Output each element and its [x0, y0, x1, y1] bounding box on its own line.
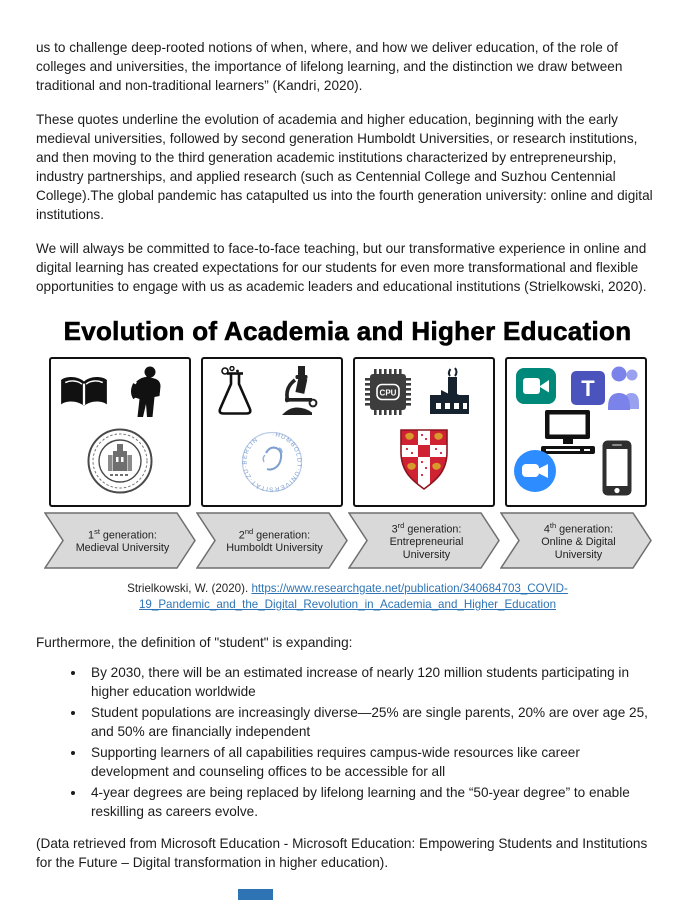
- generation-label-line1: 1st generation:: [88, 526, 157, 542]
- generation-panels-row: [44, 357, 652, 569]
- generation-label-line2: Medieval University: [75, 542, 170, 555]
- svg-text:·HUMBOLDT·UNIVERSITÄT·ZU·BERLI: ·HUMBOLDT·UNIVERSITÄT·ZU·BERLIN: [240, 431, 303, 493]
- generation-label-line2: Online & Digital University: [541, 535, 616, 561]
- flask-icon: [213, 366, 257, 420]
- student-definition-list: [36, 663, 659, 821]
- generation-label-2: [218, 512, 332, 569]
- next-page-blue-fragment: [238, 889, 273, 900]
- svg-text:T: T: [580, 376, 595, 401]
- paragraph-data-source: (Data retrieved from Microsoft Education - Microsoft Education: Empowering Students and Institutions for the Future – Digital transformation in higher education).: [36, 836, 648, 870]
- online-digital-university-box: [505, 357, 647, 507]
- humboldt-seal-icon: [241, 431, 303, 493]
- zoom-icon: [513, 449, 557, 493]
- bologna-seal-icon: [86, 427, 154, 495]
- medieval-university-box: [49, 357, 191, 507]
- generation-label-line2: Entrepreneurial University: [389, 535, 464, 561]
- generation-label-1: [66, 512, 180, 569]
- paragraph-evolution: These quotes underline the evolution of academia and higher education, beginning with the early medieval universities, followed by second generation Humboldt Universities, or research institutions, and then moving to the third generation academic institutions characterized by entrepreneurship, industry partnerships, and applied research (such as Centennial College and Suzhou Centennial College).The global pandemic has catapulted us into the fourth generation university: online and digital institutions.: [36, 112, 653, 222]
- list-item: • 4-year degrees are being replaced by lifelong learning and the “50-year degree” to enable reskilling as careers evolve.: [86, 783, 659, 821]
- citation-author: Strielkowski, W. (2020).: [127, 582, 252, 595]
- generation-label-line1: 2nd generation:: [238, 526, 311, 542]
- generation-label-line2: Humboldt University: [226, 542, 323, 555]
- figure-panel-medieval: [44, 357, 196, 569]
- generation-label-3: [370, 512, 484, 569]
- generation-label-line1: 4th generation:: [543, 520, 614, 536]
- humboldt-university-box: [201, 357, 343, 507]
- microscope-icon: [273, 365, 319, 419]
- list-item: • By 2030, there will be an estimated increase of nearly 120 million students participating in higher education worldwide: [86, 663, 659, 701]
- factory-icon: [423, 367, 473, 417]
- cambridge-shield-icon: [399, 425, 449, 495]
- smartphone-icon: [601, 439, 633, 497]
- paragraph-face-to-face: We will always be committed to face-to-face teaching, but our transformative experience in online and digital learning has created expectations for our students for even more transformational and flexible opportunities to engage with us as academic leaders and educational institutions (Strielkowski, 2020).: [36, 241, 647, 294]
- generation-label-4: [522, 512, 636, 569]
- figure-panel-humboldt: [196, 357, 348, 569]
- student-backpack-icon: [123, 366, 167, 420]
- paragraph-furthermore: Furthermore, the definition of "student" is expanding:: [36, 635, 353, 650]
- figure-title: Evolution of Academia and Higher Education: [63, 316, 632, 346]
- list-item: • Student populations are increasingly diverse—25% are single parents, 20% are over age 25, and 50% are financially independent: [86, 703, 659, 741]
- figure-citation: [108, 581, 588, 613]
- generation-label-line1: 3rd generation:: [391, 520, 462, 536]
- paragraph-kandri-quote: us to challenge deep-rooted notions of when, where, and how we deliver education, of the role of colleges and universities, the importance of lifelong learning, and the distinction we draw between traditional and non-traditional learners” (Kandri, 2020).: [36, 40, 623, 93]
- ms-teams-icon: [569, 363, 639, 411]
- figure-panel-entrepreneurial: [348, 357, 500, 569]
- open-book-icon: [58, 374, 110, 414]
- list-item: • Supporting learners of all capabilities requires campus-wide resources like career development and counseling offices to be accessible for all: [86, 743, 659, 781]
- entrepreneurial-university-box: [353, 357, 495, 507]
- google-meet-icon: [514, 365, 558, 407]
- evolution-figure: [44, 357, 652, 569]
- cpu-icon: [364, 368, 412, 416]
- svg-text:CPU: CPU: [379, 388, 396, 398]
- figure-panel-online-digital: [500, 357, 652, 569]
- researchgate-link[interactable]: https://www.researchgate.net/publication/340684703_COVID- 19_Pandemic_and_the_Digital_Revolution_in_Academia_and_Higher_Education: [138, 582, 568, 611]
